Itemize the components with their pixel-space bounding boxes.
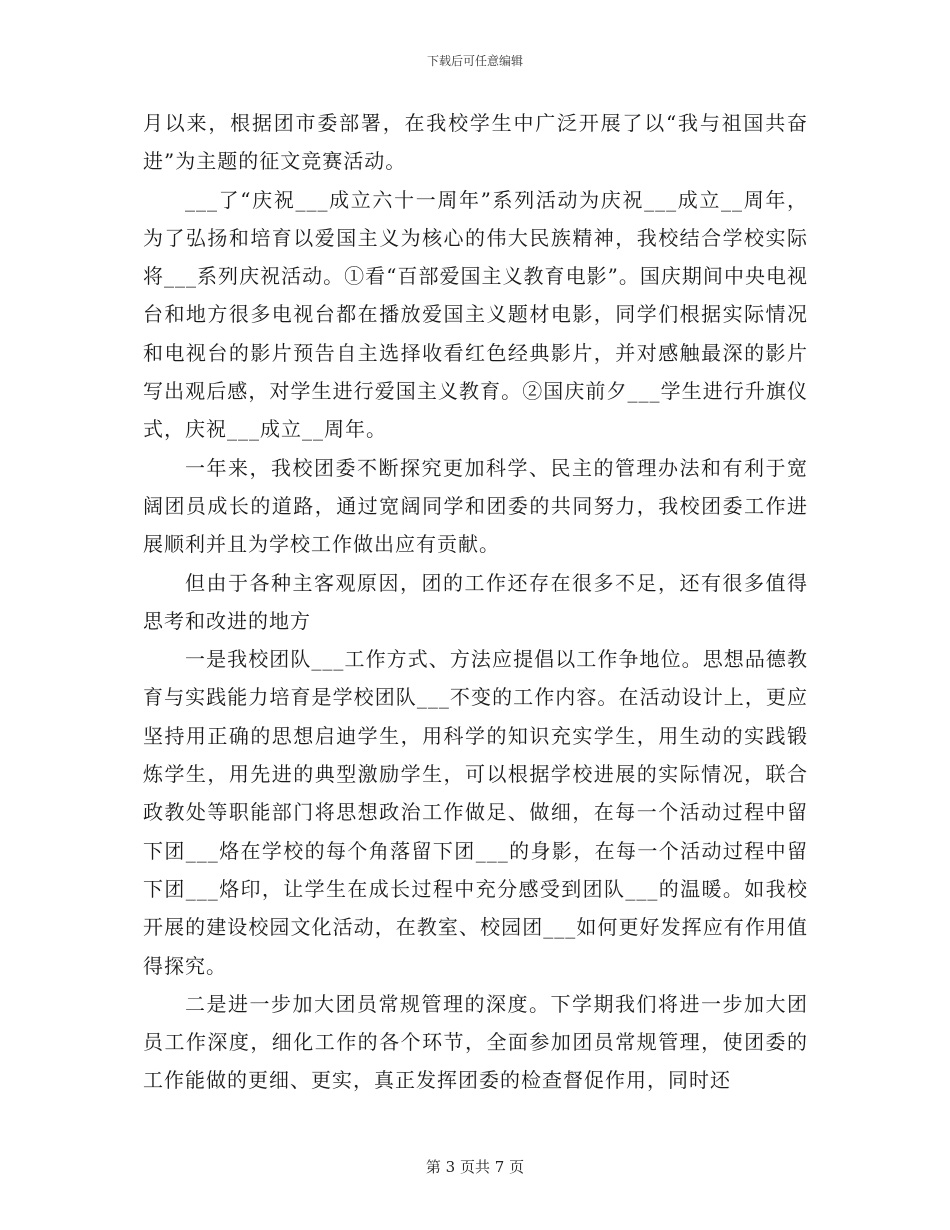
page-header: 下载后可任意编辑 [426, 54, 523, 68]
paragraph-6: 二是进一步加大团员常规管理的深度。下学期我们将进一步加大团员工作深度，细化工作的各个环节，全面参加团员常规管理，使团委的工作能做的更细、更实，真正发挥团委的检查督促作用，同时还 [143, 991, 808, 1093]
paragraph-4: 但由于各种主客观原因，团的工作还存在很多不足，还有很多值得思考和改进的地方 [143, 570, 808, 633]
page-number-footer: 第 3 页共 7 页 [425, 1158, 525, 1176]
paragraph-1: 月以来，根据团市委部署，在我校学生中广泛开展了以“我与祖国共奋进”为主题的征文竞赛活动。 [143, 111, 808, 174]
paragraph-3: 一年来，我校团委不断探究更加科学、民主的管理办法和有利于宽阔团员成长的道路，通过宽阔同学和团委的共同努力，我校团委工作进展顺利并且为学校工作做出应有贡献。 [143, 455, 808, 557]
paragraph-5: 一是我校团队___工作方式、方法应提倡以工作争地位。思想品德教育与实践能力培育是学校团队___不变的工作内容。在活动设计上，更应坚持用正确的思想启迪学生，用科学的知识充实学生，用生动的实践锻炼学生，用先进的典型激励学生，可以根据学校进展的实际情况，联合政教处等职能部门将思想政治工作做足、做细，在每一个活动过程中留下团___烙在学校的每个角落留下团___的身影，在每一个活动过程中留下团___烙印，让学生在成长过程中充分感受到团队___的温暖。如我校开展的建设校园文化活动，在教室、校园团___如何更好发挥应有作用值得探究。 [143, 647, 808, 978]
paragraph-2: ___了“庆祝___成立六十一周年”系列活动为庆祝___成立__周年，为了弘扬和培育以爱国主义为核心的伟大民族精神，我校结合学校实际将___系列庆祝活动。①看“百部爱国主义教育电影”。国庆期间中央电视台和地方很多电视台都在播放爱国主义题材电影，同学们根据实际情况和电视台的影片预告自主选择收看红色经典影片，并对感触最深的影片写出观后感，对学生进行爱国主义教育。②国庆前夕___学生进行升旗仪式，庆祝___成立__周年。 [143, 187, 808, 442]
document-body [143, 104, 808, 1100]
